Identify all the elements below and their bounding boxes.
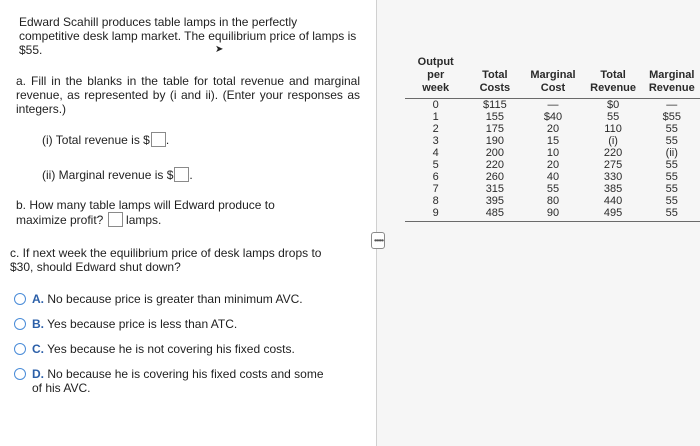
option-d[interactable] [32, 367, 332, 395]
panel-resize-handle[interactable] [371, 232, 385, 249]
table-row: 4 200 10 220 (ii) [432, 147, 678, 159]
option-d-letter: D. [32, 367, 44, 381]
table-row: 3 190 15 (i) 55 [432, 135, 678, 147]
option-d-radio[interactable] [14, 368, 26, 380]
part-b-row [16, 198, 286, 227]
option-a[interactable] [32, 292, 352, 306]
option-c[interactable] [32, 342, 352, 356]
table-row: 5 220 20 275 55 [432, 159, 678, 171]
option-c-text: Yes because he is not covering his fixed costs. [47, 342, 295, 356]
blank-ii-input[interactable] [174, 167, 189, 182]
option-a-text: No because price is greater than minimum AVC. [47, 292, 303, 306]
part-a-text: a. Fill in the blanks in the table for total revenue and marginal revenue, as represented by (i and ii). (Enter your responses as integers.) [16, 74, 360, 116]
option-c-letter: C. [32, 342, 44, 356]
option-b-radio[interactable] [14, 318, 26, 330]
table-row: 6 260 40 330 55 [432, 171, 678, 183]
option-d-text: No because he is covering his fixed costs and some of his AVC. [32, 367, 324, 395]
table-row: 2 175 20 110 55 [432, 123, 678, 135]
blank-ii-row: (ii) Marginal revenue is $ . [42, 168, 193, 182]
blank-ii-label: (ii) Marginal revenue is $ [42, 168, 174, 182]
table-row: 8 395 80 440 55 [432, 195, 678, 207]
blank-i-input[interactable] [151, 132, 166, 147]
option-c-radio[interactable] [14, 343, 26, 355]
header-marginal-cost: Marginal Cost [523, 56, 582, 99]
header-marginal-revenue: Marginal Revenue [644, 56, 700, 99]
cursor-icon: ➤ [215, 44, 224, 55]
blank-i-row: (i) Total revenue is $ . [42, 133, 170, 147]
header-total-costs: Total Costs [466, 56, 523, 99]
table-header-row [405, 56, 700, 99]
part-b-input[interactable] [108, 212, 123, 227]
option-a-letter: A. [32, 292, 44, 306]
table-row: 7 315 55 385 55 [432, 183, 678, 195]
table-row: 1 155 $40 55 $55 [432, 111, 681, 123]
header-output: Output per week [405, 56, 466, 99]
table-row: 0 $115 — $0 — [432, 99, 678, 111]
part-b-suffix: lamps. [126, 213, 162, 227]
cost-revenue-table [405, 56, 700, 222]
blank-i-label: (i) Total revenue is $ [42, 133, 150, 147]
handle-dots: ••••• [374, 236, 384, 245]
option-b[interactable] [32, 317, 352, 331]
part-c-text: c. If next week the equilibrium price of desk lamps drops to $30, should Edward shut down? [10, 246, 322, 274]
header-total-revenue: Total Revenue [583, 56, 644, 99]
option-a-radio[interactable] [14, 293, 26, 305]
table-row: 9 485 90 495 55 [405, 207, 700, 222]
part-b-text: b. How many table lamps will Edward produce to maximize profit? [16, 198, 275, 227]
option-b-letter: B. [32, 317, 44, 331]
option-b-text: Yes because price is less than ATC. [47, 317, 238, 331]
question-intro: Edward Scahill produces table lamps in the perfectly competitive desk lamp market. The equilibrium price of lamps is $55. [19, 15, 357, 57]
